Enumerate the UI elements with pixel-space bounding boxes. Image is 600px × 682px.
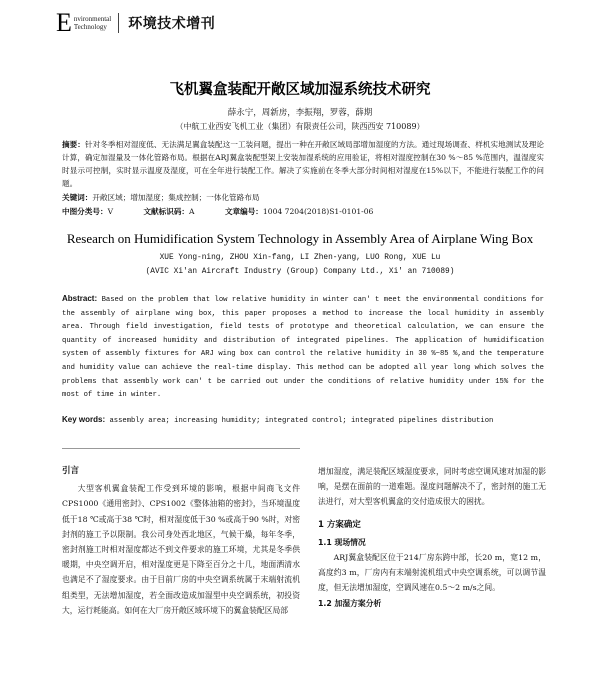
article-number: 文章编号：1004 7204(2018)S1-0101-06	[224, 207, 374, 216]
logo-line-1: nvironmental	[73, 15, 112, 23]
abstract-en	[62, 292, 544, 403]
abstract-en-text: Based on the problem that low relative humidity in winter can' t meet the environmental conditions for the assembly of airplane wing box, this paper proposes a method to increase the local humidity in assembly area. Through field investigation, field tests of prototype and theoretical calculation, we can ensure the quantity of increased humidity and distribution of integrated pipelines. The application of humidification system of assembly fixtures for ARJ wing box can control the relative humidity in 30 %~85 %,and the temperature and humidity value can achieve the real-time display. This method can be adopted all year long which solves the problems that assembly work can' t be carried out under the conditions of relative humidity under 15% for the most of time in winter.	[62, 296, 544, 400]
article-title-cn: 飞机翼盒装配开敞区域加湿系统技术研究	[169, 82, 431, 98]
section-1-1-paragraph: ARJ翼盒装配区位于214厂房东跨中部，长20 m，宽12 m，高度约3 m，厂房内有末端射流机组式中央空调系统，可以调节温度，但无法增加湿度，空调风速在0.5～2 m/s之间。	[318, 553, 546, 593]
abstract-en-label: Abstract:	[62, 294, 98, 303]
keywords-cn	[62, 191, 544, 204]
logo-line-2: Technology	[73, 23, 107, 31]
section-1-heading: 1 方案确定	[318, 519, 361, 530]
body-column-right	[318, 464, 546, 611]
article-title-en: Research on Humidification System Technology in Assembly Area of Airplane Wing Box	[66, 231, 534, 246]
masthead-divider	[118, 13, 119, 33]
abstract-cn-text: 针对冬季相对湿度低、无法满足翼盒装配这一工装问题，提出一种在开敞区域局部增加湿度的方法。通过现场调查、样机实地测试及理论计算，确定加湿量及一体化管路布局。根据在ARJ翼盒装配型架上安装加湿系统的应用验证，将相对湿度控制在30 %～85 %范围内，温湿度实时显示可控制，实时显示温度及湿度，可在全年进行装配工作。解决了实施前在冬季大部分时间相对湿度在15%以下，不能进行装配工作的问题。	[62, 140, 545, 188]
clc-number: 中图分类号：V	[62, 207, 114, 216]
section-divider	[62, 448, 300, 449]
authors-cn: 薛永宁，周新房，李振翔，罗蓉，薛期	[227, 108, 373, 118]
keywords-cn-text: 开敞区域；增加湿度；集成控制；一体化管路布局	[92, 193, 260, 202]
intro-heading: 引言	[62, 466, 80, 476]
abstract-cn-label: 摘要：	[62, 140, 85, 149]
journal-logo-letter: E	[56, 8, 72, 37]
journal-masthead	[56, 10, 215, 36]
keywords-en-text: assembly area; increasing humidity; integrated control; integrated pipelines distribution	[109, 417, 494, 425]
abstract-cn	[62, 138, 544, 190]
keywords-en	[62, 413, 544, 429]
affiliation-en: (AVIC Xi'an Aircraft Industry (Group) Company Ltd., Xi' an 710089)	[145, 268, 455, 276]
authors-en: XUE Yong-ning, ZHOU Xin-fang, LI Zhen-yang, LUO Rong, XUE Lu	[159, 254, 441, 262]
body-column-left	[62, 464, 300, 618]
section-1-2-heading: 1.2 加湿方案分析	[318, 598, 382, 608]
affiliation-cn: （中航工业西安飞机工业（集团）有限责任公司，陕西西安 710089）	[175, 122, 425, 131]
keywords-cn-label: 关键词：	[62, 193, 93, 202]
keywords-en-label: Key words:	[62, 415, 106, 424]
journal-title-cn: 环境技术增刊	[128, 16, 216, 32]
document-code: 文献标识码：A	[143, 207, 195, 216]
intro-continuation-paragraph: 增加湿度，满足装配区域湿度要求，同时考虑空调风速对加湿的影响，是摆在面前的一道难题。湿度问题解决不了，密封剂的施工无法进行，对大型客机翼盒的交付造成很大的困扰。	[318, 467, 546, 507]
intro-paragraph: 大型客机翼盒装配工作受到环境的影响，根据中间商飞文件CPS1000《通用密封》、CPS1002《整体油箱的密封》，当环境温度低于18 ℃或高于38 ℃时，相对湿度低于30 %或高于90 %时，对密封剂的施工予以限制。我公司身处西北地区，气候干燥，每年冬季，密封剂施工时相对湿度都达不到文件要求的施工环境，尤其是冬季供暖期，中央空调开启，相对湿度更是下降至百分之十几，地面洒清水也满足不了湿度要求。由于目前厂房的中央空调系统属于末端射流机组类型，无法增加湿度，若全面改造成加湿型中央空调系统，初投资大，运行耗能高。如何在大厂房开敞区域环境下的翼盒装配区局部	[62, 484, 300, 615]
journal-logo-words	[74, 15, 111, 31]
section-1-1-heading: 1.1 现场情况	[318, 537, 366, 547]
classification-line	[62, 205, 401, 218]
